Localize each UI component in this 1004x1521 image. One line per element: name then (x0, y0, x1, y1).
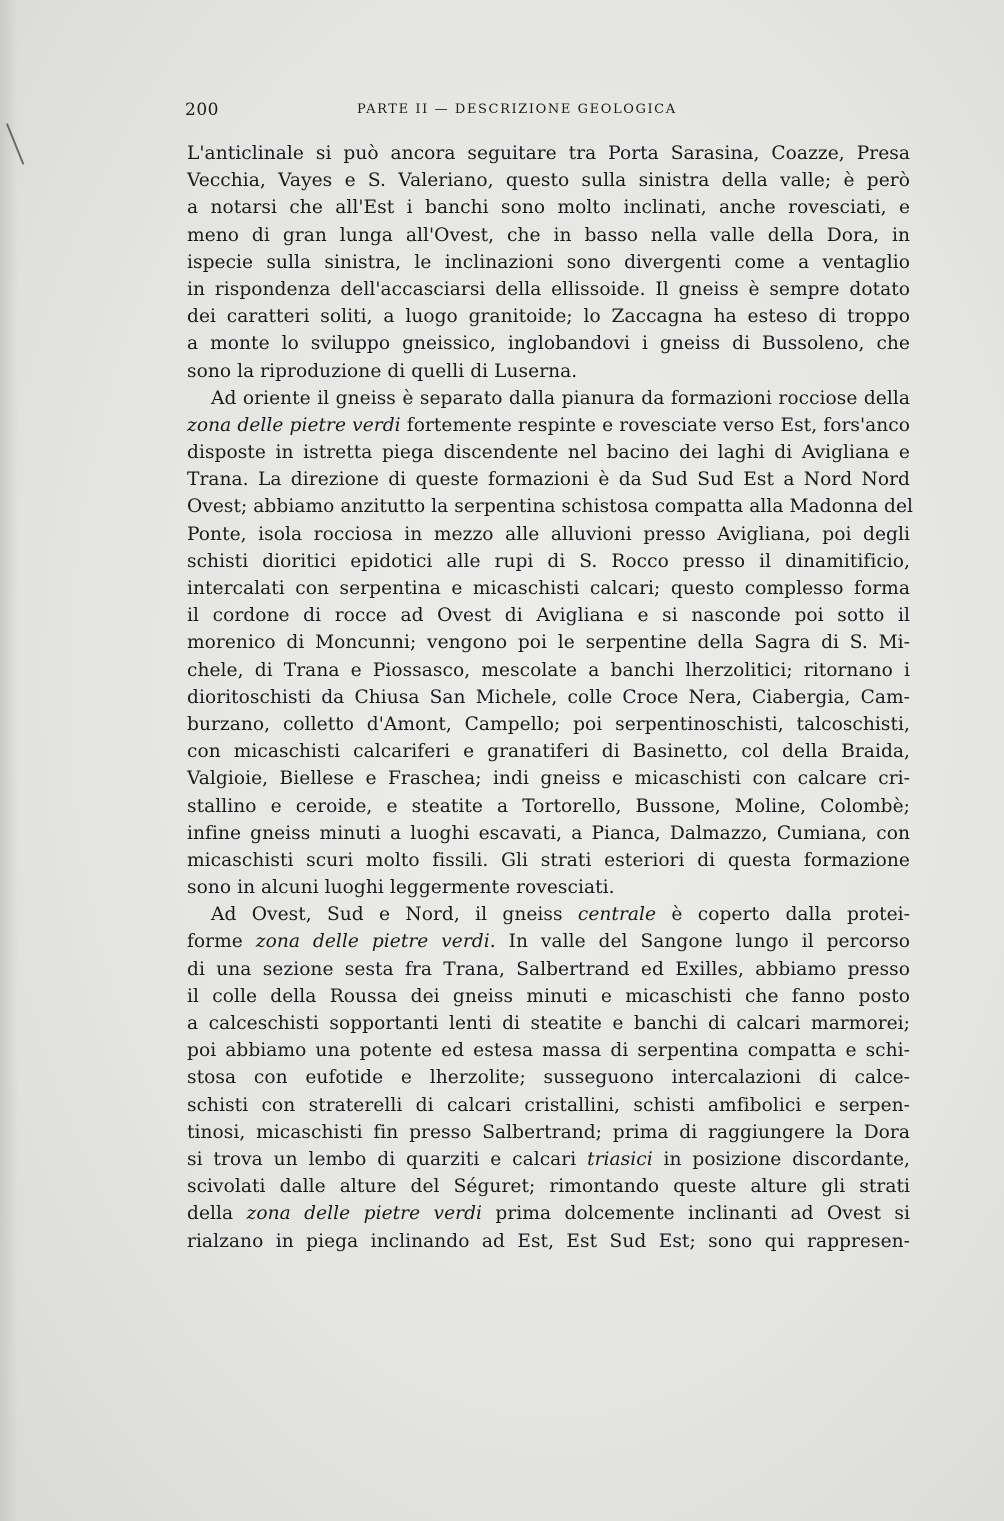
italic-phrase: centrale (577, 904, 657, 926)
text-line: dioritoschisti da Chiusa San Michele, colle Croce Nera, Ciabergia, Cam- (187, 686, 910, 708)
text-line: tinosi, micaschisti fin presso Salbertrand; prima di raggiungere la Dora (187, 1121, 910, 1143)
text-line: morenico di Moncunni; vengono poi le serpentine della Sagra di S. Mi- (187, 632, 910, 654)
italic-phrase: zona delle pietre verdi (246, 1203, 483, 1225)
text-line: Vecchia, Vayes e S. Valeriano, questo sulla sinistra della valle; è però (187, 170, 910, 192)
text-line: rialzano in piega inclinando ad Est, Est Sud Est; sono qui rappresen- (187, 1230, 910, 1252)
text-line: disposte in istretta piega discendente nel bacino dei laghi di Avigliana e (187, 442, 910, 464)
line-fragment: è coperto dalla protei- (656, 904, 910, 926)
text-line (187, 1200, 910, 1227)
text-line: Ovest; abbiamo anzitutto la serpentina schistosa compatta alla Madonna del (187, 496, 914, 518)
text-line (187, 928, 910, 955)
text-line: il cordone di rocce ad Ovest di Avigliana e si nasconde poi sotto il (187, 605, 910, 627)
italic-phrase: zona delle pietre verdi (187, 414, 401, 436)
text-line: infine gneiss minuti a luoghi escavati, a Pianca, Dalmazzo, Cumiana, con (187, 822, 910, 844)
text-line: con micaschisti calcariferi e granatiferi di Basinetto, col della Braida, (187, 741, 910, 763)
text-line: di una sezione sesta fra Trana, Salbertrand ed Exilles, abbiamo presso (187, 958, 910, 980)
page-gutter-shadow (0, 0, 18, 1521)
text-line: Ad oriente il gneiss è separato dalla pianura da formazioni rocciose della (211, 387, 910, 409)
italic-phrase: zona delle pietre verdi (255, 931, 490, 953)
text-line: stosa con eufotide e lherzolite; susseguono intercalazioni di calce- (187, 1067, 910, 1089)
text-line: ispecie sulla sinistra, le inclinazioni sono divergenti come a ventaglio (187, 251, 910, 273)
text-line: Valgioie, Biellese e Fraschea; indi gneiss e micaschisti con calcare cri- (187, 768, 910, 790)
text-line: schisti con straterelli di calcari cristallini, schisti amfibolici e serpen- (187, 1094, 910, 1116)
text-line: a calceschisti sopportanti lenti di steatite e banchi di calcari marmorei; (187, 1013, 910, 1034)
text-line: a monte lo sviluppo gneissico, inglobandovi i gneiss di Bussoleno, che (187, 333, 910, 355)
italic-phrase: triasici (587, 1148, 653, 1170)
line-fragment: fortemente respinte e rovesciate verso Est, fors'anco (400, 414, 911, 436)
line-fragment: della (187, 1203, 247, 1225)
line-fragment: prima dolcemente inclinanti ad Ovest si (482, 1203, 910, 1225)
text-line: L'anticlinale si può ancora seguitare tra Porta Sarasina, Coazze, Presa (187, 143, 910, 164)
text-line: micaschisti scuri molto fissili. Gli strati esteriori di questa formazione (187, 849, 910, 871)
text-line: scivolati dalle alture del Séguret; rimontando queste alture gli strati (187, 1176, 910, 1198)
text-line: in rispondenza dell'accasciarsi della ellissoide. Il gneiss è sempre dotato (187, 278, 910, 300)
text-line (187, 1146, 910, 1173)
page-header (185, 100, 910, 124)
text-line: il colle della Roussa dei gneiss minuti e micaschisti che fanno posto (187, 985, 910, 1007)
line-fragment: si trova un lembo di quarziti e calcari (187, 1148, 588, 1170)
line-fragment: Ad Ovest, Sud e Nord, il gneiss (211, 904, 578, 926)
text-line: stallino e ceroide, e steatite a Tortorello, Bussone, Moline, Colombè; (187, 795, 910, 817)
body-text (187, 140, 914, 1255)
line-fragment: in posizione discordante, (652, 1148, 910, 1170)
text-line: intercalati con serpentina e micaschisti calcari; questo complesso forma (187, 578, 910, 599)
text-line (187, 412, 910, 439)
text-line (187, 901, 910, 928)
text-line: sono la riproduzione di quelli di Luserna. (187, 360, 578, 382)
text-line: burzano, colletto d'Amont, Campello; poi serpentinoschisti, talcoschisti, (187, 713, 910, 735)
text-line: chele, di Trana e Piossasco, mescolate a banchi lherzolitici; ritornano i (187, 659, 910, 681)
text-line: a notarsi che all'Est i banchi sono molto inclinati, anche rovesciati, e (187, 197, 910, 219)
text-line: Ponte, isola rocciosa in mezzo alle alluvioni presso Avigliana, poi degli (187, 523, 910, 545)
line-fragment: . In valle del Sangone lungo il percorso (489, 931, 911, 953)
text-line: poi abbiamo una potente ed estesa massa di serpentina compatta e schi- (187, 1040, 910, 1062)
text-line: schisti dioritici epidotici alle rupi di S. Rocco presso il dinamitificio, (187, 550, 910, 572)
text-line: dei caratteri soliti, a luogo granitoide; lo Zaccagna ha esteso di troppo (187, 306, 910, 328)
page-number: 200 (185, 100, 219, 120)
text-line: meno di gran lunga all'Ovest, che in basso nella valle della Dora, in (187, 224, 910, 246)
text-line: Trana. La direzione di queste formazioni è da Sud Sud Est a Nord Nord (187, 469, 910, 491)
text-line: sono in alcuni luoghi leggermente rovesciati. (187, 877, 615, 899)
line-fragment: forme (187, 931, 256, 953)
running-head: PARTE II — DESCRIZIONE GEOLOGICA (357, 102, 677, 117)
